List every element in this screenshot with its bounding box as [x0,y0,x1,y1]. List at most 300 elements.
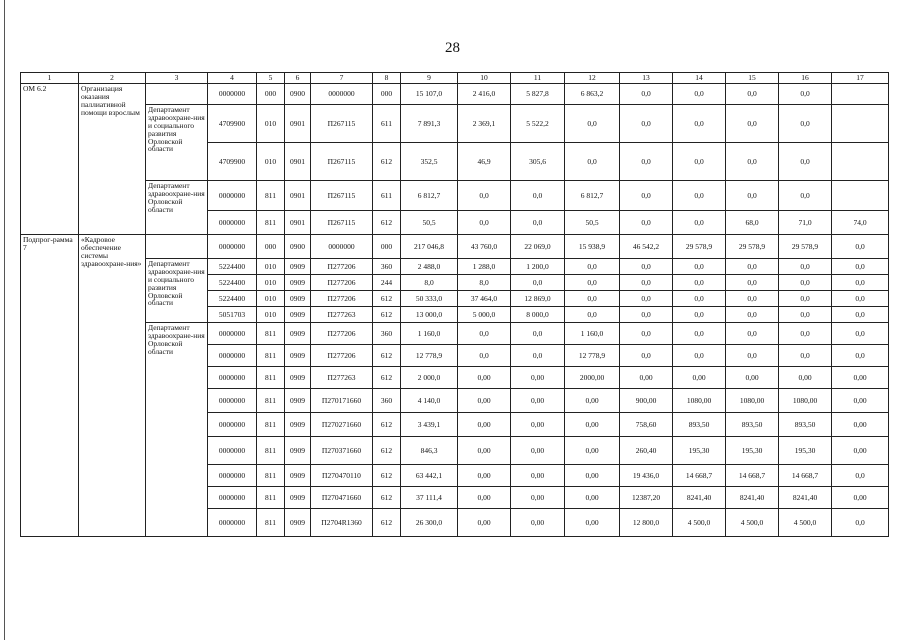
header-cell: 15 [726,73,779,84]
value-cell: 0000000 [208,323,257,345]
value-cell: 14 668,7 [779,465,832,487]
value-cell: 2 000,0 [401,367,458,389]
value-cell: П277206 [311,259,373,275]
value-cell: П277206 [311,275,373,291]
value-cell: 37 464,0 [458,291,511,307]
value-cell: 0,0 [673,275,726,291]
value-cell: 37 111,4 [401,487,458,509]
value-cell: 0000000 [208,509,257,537]
value-cell: 010 [257,275,285,291]
value-cell: 4709900 [208,143,257,181]
value-cell: 811 [257,487,285,509]
value-cell: 0,0 [832,259,889,275]
header-cell: 12 [565,73,620,84]
header-cell: 3 [146,73,208,84]
value-cell: 43 760,0 [458,235,511,259]
value-cell: 612 [373,509,401,537]
value-cell: 15 938,9 [565,235,620,259]
value-cell: 0,0 [673,105,726,143]
value-cell: 0,00 [511,437,565,465]
value-cell: 611 [373,181,401,211]
value-cell: 0000000 [208,345,257,367]
value-cell: 0,0 [565,291,620,307]
value-cell: 0,0 [620,275,673,291]
value-cell: 612 [373,143,401,181]
executor-cell: Департамент здравоохране-ния Орловской области [146,323,208,537]
value-cell: 0,0 [565,143,620,181]
table-row [21,105,889,143]
value-cell: 000 [373,84,401,105]
value-cell: 0,00 [673,367,726,389]
value-cell: 612 [373,345,401,367]
value-cell: 0,0 [620,181,673,211]
table-row [21,181,889,211]
value-cell: 0,0 [779,323,832,345]
value-cell: 0,0 [832,307,889,323]
value-cell: 811 [257,509,285,537]
value-cell: 8241,40 [673,487,726,509]
value-cell: 5 827,8 [511,84,565,105]
value-cell: 0,00 [458,437,511,465]
table-row [21,84,889,105]
value-cell: 0,0 [673,323,726,345]
value-cell: 0,0 [726,307,779,323]
value-cell: П277206 [311,345,373,367]
value-cell: 1080,00 [779,389,832,413]
value-cell: 0,0 [565,259,620,275]
value-cell: 46,9 [458,143,511,181]
value-cell: 0,0 [832,345,889,367]
value-cell: 0,0 [511,211,565,235]
value-cell: 0,0 [726,291,779,307]
value-cell: 811 [257,413,285,437]
value-cell: П277206 [311,323,373,345]
value-cell: 50,5 [565,211,620,235]
value-cell: 0,0 [832,275,889,291]
value-cell: 0,0 [673,307,726,323]
value-cell: 8,0 [401,275,458,291]
value-cell: 360 [373,259,401,275]
value-cell: 0901 [285,105,311,143]
value-cell: 244 [373,275,401,291]
value-cell: 2 416,0 [458,84,511,105]
value-cell: 8 000,0 [511,307,565,323]
value-cell: 0,00 [458,465,511,487]
value-cell: 0909 [285,509,311,537]
value-cell: 0,0 [673,345,726,367]
value-cell: П270470110 [311,465,373,487]
value-cell: 0,0 [779,275,832,291]
value-cell: 0,00 [565,437,620,465]
value-cell: 1 160,0 [565,323,620,345]
value-cell: 0,00 [458,509,511,537]
value-cell: 0,0 [726,105,779,143]
value-cell: 0,0 [779,345,832,367]
value-cell: 0,0 [620,211,673,235]
value-cell: 0,00 [832,367,889,389]
value-cell: 360 [373,323,401,345]
value-cell: 0,00 [511,413,565,437]
value-cell: 811 [257,367,285,389]
value-cell: 0,0 [673,211,726,235]
header-row [21,73,889,84]
value-cell: 0909 [285,275,311,291]
value-cell: 1 200,0 [511,259,565,275]
value-cell: 0909 [285,413,311,437]
value-cell: 0000000 [208,437,257,465]
value-cell: 1 288,0 [458,259,511,275]
value-cell: 74,0 [832,211,889,235]
value-cell: 0,0 [673,291,726,307]
header-cell: 11 [511,73,565,84]
value-cell: 352,5 [401,143,458,181]
value-cell: 612 [373,211,401,235]
value-cell: 6 812,7 [401,181,458,211]
value-cell: 50,5 [401,211,458,235]
value-cell: 612 [373,413,401,437]
value-cell: 0,00 [565,413,620,437]
value-cell: 0,0 [673,259,726,275]
header-cell: 14 [673,73,726,84]
value-cell: 900,00 [620,389,673,413]
table-row [21,259,889,275]
value-cell: 1080,00 [726,389,779,413]
value-cell: 360 [373,389,401,413]
value-cell: 0901 [285,143,311,181]
header-cell: 13 [620,73,673,84]
table-row [21,235,889,259]
value-cell: 000 [257,84,285,105]
table-row [21,323,889,345]
value-cell: 71,0 [779,211,832,235]
value-cell: 611 [373,105,401,143]
value-cell: 0,0 [673,181,726,211]
value-cell: 63 442,1 [401,465,458,487]
value-cell: 010 [257,307,285,323]
program-name-cell: «Кадровое обеспечение системы здравоохране-ния» [79,235,146,537]
value-cell: 0909 [285,307,311,323]
value-cell: 4709900 [208,105,257,143]
value-cell: 0,0 [620,105,673,143]
value-cell: 0,0 [511,275,565,291]
value-cell: 0,0 [726,181,779,211]
budget-table [20,72,889,537]
value-cell: П2704R1360 [311,509,373,537]
value-cell: 0,0 [458,345,511,367]
value-cell: 0901 [285,181,311,211]
value-cell: 010 [257,259,285,275]
value-cell: 0,0 [779,84,832,105]
value-cell: П267115 [311,105,373,143]
value-cell: 15 107,0 [401,84,458,105]
value-cell: 0,00 [779,367,832,389]
value-cell: 0,0 [673,143,726,181]
value-cell: 26 300,0 [401,509,458,537]
value-cell: 0,0 [726,275,779,291]
value-cell: 0,00 [565,509,620,537]
value-cell: 0,0 [726,259,779,275]
value-cell: 0,00 [458,389,511,413]
header-cell: 7 [311,73,373,84]
value-cell: 0,0 [673,84,726,105]
value-cell: 612 [373,291,401,307]
value-cell: 0000000 [311,84,373,105]
value-cell: 305,6 [511,143,565,181]
value-cell: 0,0 [832,235,889,259]
executor-cell: Департамент здравоохране-ния и социального развития Орловской области [146,105,208,181]
value-cell: 195,30 [726,437,779,465]
value-cell: 0,0 [620,259,673,275]
value-cell: 0,0 [726,323,779,345]
value-cell: 0,0 [726,143,779,181]
value-cell: 0909 [285,487,311,509]
value-cell: 0,0 [620,84,673,105]
value-cell: 811 [257,437,285,465]
value-cell: 0,00 [511,509,565,537]
value-cell: 0000000 [208,84,257,105]
value-cell: 0,0 [458,323,511,345]
header-cell: 16 [779,73,832,84]
header-cell: 10 [458,73,511,84]
value-cell: 4 140,0 [401,389,458,413]
value-cell: 0,00 [832,437,889,465]
value-cell: 217 046,8 [401,235,458,259]
value-cell: 8241,40 [779,487,832,509]
value-cell: 0,00 [726,367,779,389]
value-cell [832,143,889,181]
value-cell: 0909 [285,323,311,345]
value-cell: 0,00 [565,487,620,509]
executor-cell: Департамент здравоохране-ния Орловской области [146,181,208,235]
value-cell: 12 800,0 [620,509,673,537]
value-cell: 68,0 [726,211,779,235]
value-cell: П277206 [311,291,373,307]
value-cell: 0000000 [208,413,257,437]
value-cell: 19 436,0 [620,465,673,487]
value-cell: 0,0 [511,181,565,211]
value-cell: 811 [257,181,285,211]
value-cell: 0,00 [511,465,565,487]
value-cell: 0,00 [832,487,889,509]
value-cell: 5224400 [208,275,257,291]
value-cell: 0900 [285,84,311,105]
value-cell: 0,0 [779,181,832,211]
value-cell: 0,00 [565,465,620,487]
value-cell: 0909 [285,389,311,413]
value-cell: 29 578,9 [779,235,832,259]
value-cell: 8241,40 [726,487,779,509]
value-cell: П270371660 [311,437,373,465]
value-cell: 811 [257,211,285,235]
value-cell: 0,0 [620,345,673,367]
value-cell: 0,0 [726,84,779,105]
value-cell: 29 578,9 [673,235,726,259]
value-cell: П267115 [311,211,373,235]
value-cell: 612 [373,437,401,465]
value-cell: 5 000,0 [458,307,511,323]
value-cell: 0,0 [620,291,673,307]
program-code-cell: ОМ 6.2 [21,84,79,235]
value-cell: 846,3 [401,437,458,465]
header-cell: 4 [208,73,257,84]
value-cell: 811 [257,465,285,487]
header-cell: 2 [79,73,146,84]
value-cell: 0000000 [208,389,257,413]
value-cell: 12 778,9 [401,345,458,367]
value-cell: 612 [373,367,401,389]
value-cell: 893,50 [779,413,832,437]
value-cell: 893,50 [726,413,779,437]
value-cell: 0000000 [208,235,257,259]
value-cell: 0909 [285,465,311,487]
value-cell: 8,0 [458,275,511,291]
value-cell: 1 160,0 [401,323,458,345]
value-cell: 1080,00 [673,389,726,413]
value-cell: 0,0 [832,291,889,307]
value-cell: 0,00 [832,413,889,437]
value-cell: 0900 [285,235,311,259]
value-cell: 0000000 [208,465,257,487]
value-cell: 2 369,1 [458,105,511,143]
value-cell: 0909 [285,259,311,275]
value-cell: 612 [373,465,401,487]
value-cell: 0,0 [779,307,832,323]
value-cell: 010 [257,143,285,181]
value-cell: 000 [373,235,401,259]
value-cell: 195,30 [673,437,726,465]
value-cell: 0,0 [620,143,673,181]
value-cell: 0,00 [458,413,511,437]
executor-cell [146,235,208,259]
value-cell: 0000000 [208,367,257,389]
value-cell: П277263 [311,367,373,389]
value-cell: 0,0 [620,323,673,345]
header-cell: 5 [257,73,285,84]
value-cell: 0,0 [565,307,620,323]
executor-cell: Департамент здравоохране-ния и социального развития Орловской области [146,259,208,323]
value-cell: 14 668,7 [673,465,726,487]
value-cell: 0,0 [832,509,889,537]
value-cell: 0,0 [779,143,832,181]
header-cell: 8 [373,73,401,84]
value-cell [832,181,889,211]
program-code-cell: Подпрог-рамма 7 [21,235,79,537]
value-cell: 0,0 [779,105,832,143]
value-cell: 7 891,3 [401,105,458,143]
header-cell: 1 [21,73,79,84]
value-cell: 46 542,2 [620,235,673,259]
value-cell: 0,0 [565,105,620,143]
value-cell: 758,60 [620,413,673,437]
value-cell: 0909 [285,367,311,389]
value-cell: 010 [257,105,285,143]
value-cell: 50 333,0 [401,291,458,307]
value-cell: 0909 [285,437,311,465]
value-cell: 29 578,9 [726,235,779,259]
value-cell: П270271660 [311,413,373,437]
value-cell: 4 500,0 [779,509,832,537]
value-cell: 0000000 [208,487,257,509]
value-cell: 0,0 [832,323,889,345]
value-cell: 0,0 [458,211,511,235]
value-cell: 13 000,0 [401,307,458,323]
value-cell: 811 [257,389,285,413]
value-cell: П270171660 [311,389,373,413]
value-cell: 260,40 [620,437,673,465]
value-cell: 612 [373,487,401,509]
header-cell: 6 [285,73,311,84]
value-cell: 0,0 [620,307,673,323]
value-cell: 000 [257,235,285,259]
value-cell: 0000000 [208,211,257,235]
value-cell: 5 522,2 [511,105,565,143]
value-cell: 0909 [285,345,311,367]
page-number: 28 [445,40,460,56]
header-cell: 17 [832,73,889,84]
value-cell: 4 500,0 [726,509,779,537]
value-cell: 0,0 [832,465,889,487]
value-cell: 0901 [285,211,311,235]
left-margin-rule [4,0,5,640]
value-cell: 811 [257,323,285,345]
program-name-cell: Организация оказания паллиативной помощи взрослым [79,84,146,235]
executor-cell [146,84,208,105]
value-cell [832,84,889,105]
value-cell: 0,0 [511,345,565,367]
value-cell: 0,0 [726,345,779,367]
value-cell: 010 [257,291,285,307]
value-cell: 0,00 [458,487,511,509]
value-cell: 0,0 [779,291,832,307]
value-cell: 4 500,0 [673,509,726,537]
value-cell: 6 863,2 [565,84,620,105]
value-cell: 12 869,0 [511,291,565,307]
value-cell: 811 [257,345,285,367]
value-cell: 12387,20 [620,487,673,509]
value-cell: 0909 [285,291,311,307]
value-cell: 0,0 [511,323,565,345]
value-cell: 3 439,1 [401,413,458,437]
value-cell: 0,00 [565,389,620,413]
value-cell: П270471660 [311,487,373,509]
value-cell: 0,00 [511,487,565,509]
value-cell: 195,30 [779,437,832,465]
value-cell: 5051703 [208,307,257,323]
value-cell: 2 488,0 [401,259,458,275]
value-cell: 0,00 [620,367,673,389]
value-cell: 12 778,9 [565,345,620,367]
value-cell: 5224400 [208,291,257,307]
value-cell: 14 668,7 [726,465,779,487]
value-cell: 0,00 [832,389,889,413]
value-cell: 612 [373,307,401,323]
header-cell: 9 [401,73,458,84]
value-cell: 22 069,0 [511,235,565,259]
value-cell: П267115 [311,143,373,181]
value-cell: 0000000 [208,181,257,211]
value-cell: 2000,00 [565,367,620,389]
value-cell: 0,0 [565,275,620,291]
value-cell: 0000000 [311,235,373,259]
value-cell: 0,0 [458,181,511,211]
value-cell [832,105,889,143]
value-cell: 0,00 [458,367,511,389]
value-cell: 5224400 [208,259,257,275]
value-cell: 0,00 [511,367,565,389]
value-cell: 893,50 [673,413,726,437]
value-cell: 0,0 [779,259,832,275]
value-cell: 0,00 [511,389,565,413]
